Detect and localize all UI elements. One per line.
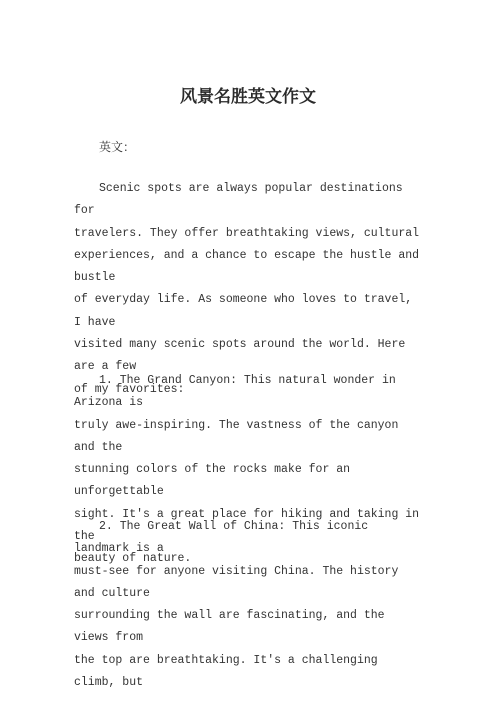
paragraph-grand-canyon: 1. The Grand Canyon: This natural wonder in Arizona is truly awe-inspiring. The vastness of the canyon and the stunning colors of the rocks make for an unforgettable sight. It's a great place for hiking and taking in the beauty of nature. xyxy=(74,374,420,566)
paragraph-intro: Scenic spots are always popular destinations for travelers. They offer breathtaking views, cultural experiences, and a chance to escape the hustle and bustle of everyday life. As someone who loves to travel, I have visited many scenic spots around the world. Here are a few of my favorites: xyxy=(74,182,420,396)
section-label: 英文： xyxy=(99,140,136,154)
paragraph-great-wall: 2. The Great Wall of China: This iconic landmark is a must-see for anyone visiting China. The history and culture surrounding the wall are fascinating, and the views from the top are breathtaking. It's a challenging climb, but xyxy=(74,520,399,690)
document-title: 风景名胜英文作文 xyxy=(180,87,316,107)
